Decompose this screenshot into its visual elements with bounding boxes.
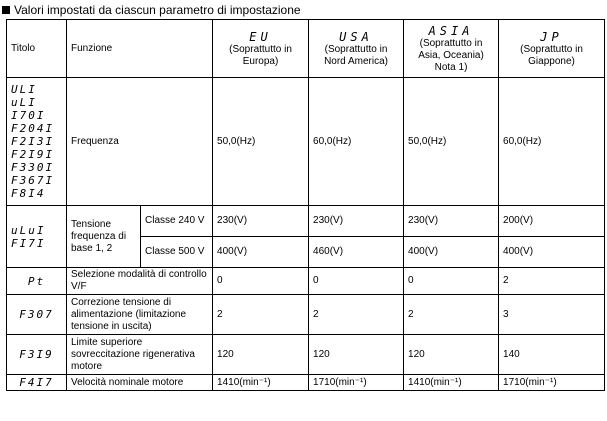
header-function: Funzione bbox=[67, 20, 213, 78]
f307-function: Correzione tensione di alimentazione (limitazione tensione in uscita) bbox=[67, 295, 213, 335]
header-row bbox=[7, 20, 605, 78]
f319-usa: 120 bbox=[309, 335, 404, 375]
f417-jp: 1710(min⁻¹) bbox=[499, 375, 605, 391]
table-row-voltage-240 bbox=[7, 206, 605, 237]
frequency-jp: 60,0(Hz) bbox=[499, 78, 605, 206]
pt-function: Selezione modalità di controllo V/F bbox=[67, 268, 213, 295]
code: I70I bbox=[11, 109, 46, 122]
code: F2I3I bbox=[11, 135, 55, 148]
class-240: Classe 240 V bbox=[141, 206, 213, 237]
code: F367I bbox=[11, 174, 55, 187]
voltage-eu-500: 400(V) bbox=[213, 237, 309, 268]
code: F8I4 bbox=[11, 187, 46, 200]
f307-jp: 3 bbox=[499, 295, 605, 335]
asia-code: ASIA bbox=[428, 23, 474, 38]
f319-code: F3I9 bbox=[7, 335, 67, 375]
voltage-jp-500: 400(V) bbox=[499, 237, 605, 268]
code: uLuI bbox=[11, 223, 46, 237]
table-row-pt bbox=[7, 268, 605, 295]
pt-code: Pt bbox=[7, 268, 67, 295]
jp-code: JP bbox=[540, 29, 563, 44]
usa-note: (Soprattutto in Nord America) bbox=[324, 43, 388, 67]
header-jp bbox=[499, 20, 605, 78]
parameter-table bbox=[6, 19, 605, 391]
class-500: Classe 500 V bbox=[141, 237, 213, 268]
f417-usa: 1710(min⁻¹) bbox=[309, 375, 404, 391]
f417-code: F4I7 bbox=[7, 375, 67, 391]
f417-asia: 1410(min⁻¹) bbox=[404, 375, 499, 391]
f417-eu: 1410(min⁻¹) bbox=[213, 375, 309, 391]
pt-asia: 0 bbox=[404, 268, 499, 295]
f307-eu: 2 bbox=[213, 295, 309, 335]
voltage-function: Tensione frequenza di base 1, 2 bbox=[67, 206, 141, 268]
f307-asia: 2 bbox=[404, 295, 499, 335]
section-heading bbox=[2, 3, 301, 17]
header-usa bbox=[309, 20, 404, 78]
table-row-f417 bbox=[7, 375, 605, 391]
pt-usa: 0 bbox=[309, 268, 404, 295]
code: F2I9I bbox=[11, 148, 55, 161]
frequency-codes bbox=[7, 78, 67, 206]
code: FI7I bbox=[11, 236, 46, 250]
table-row-frequency bbox=[7, 78, 605, 206]
voltage-codes bbox=[7, 206, 67, 268]
header-title: Titolo bbox=[7, 20, 67, 78]
frequency-usa: 60,0(Hz) bbox=[309, 78, 404, 206]
eu-code: EU bbox=[249, 29, 272, 44]
heading-text: Valori impostati da ciascun parametro di impostazione bbox=[14, 3, 301, 17]
voltage-jp-240: 200(V) bbox=[499, 206, 605, 237]
header-asia bbox=[404, 20, 499, 78]
pt-eu: 0 bbox=[213, 268, 309, 295]
bullet-square-icon bbox=[2, 6, 10, 14]
pt-jp: 2 bbox=[499, 268, 605, 295]
voltage-usa-500: 460(V) bbox=[309, 237, 404, 268]
frequency-asia: 50,0(Hz) bbox=[404, 78, 499, 206]
jp-note: (Soprattutto in Giappone) bbox=[520, 43, 583, 67]
code: F330I bbox=[11, 161, 55, 174]
eu-note: (Soprattutto in Europa) bbox=[229, 43, 292, 67]
code: F204I bbox=[11, 122, 55, 135]
voltage-asia-500: 400(V) bbox=[404, 237, 499, 268]
usa-code: USA bbox=[339, 29, 373, 44]
voltage-eu-240: 230(V) bbox=[213, 206, 309, 237]
f307-code: F307 bbox=[7, 295, 67, 335]
f417-function: Velocità nominale motore bbox=[67, 375, 213, 391]
code: ULI bbox=[11, 83, 37, 96]
f319-eu: 120 bbox=[213, 335, 309, 375]
asia-note: (Soprattutto in Asia, Oceania) Nota 1) bbox=[418, 37, 484, 73]
frequency-eu: 50,0(Hz) bbox=[213, 78, 309, 206]
table-row-f307 bbox=[7, 295, 605, 335]
code: uLI bbox=[11, 96, 37, 109]
f307-usa: 2 bbox=[309, 295, 404, 335]
voltage-asia-240: 230(V) bbox=[404, 206, 499, 237]
header-eu bbox=[213, 20, 309, 78]
table-row-f319 bbox=[7, 335, 605, 375]
f319-asia: 120 bbox=[404, 335, 499, 375]
frequency-function: Frequenza bbox=[67, 78, 213, 206]
voltage-usa-240: 230(V) bbox=[309, 206, 404, 237]
f319-function: Limite superiore sovreccitazione rigenerativa motore bbox=[67, 335, 213, 375]
f319-jp: 140 bbox=[499, 335, 605, 375]
